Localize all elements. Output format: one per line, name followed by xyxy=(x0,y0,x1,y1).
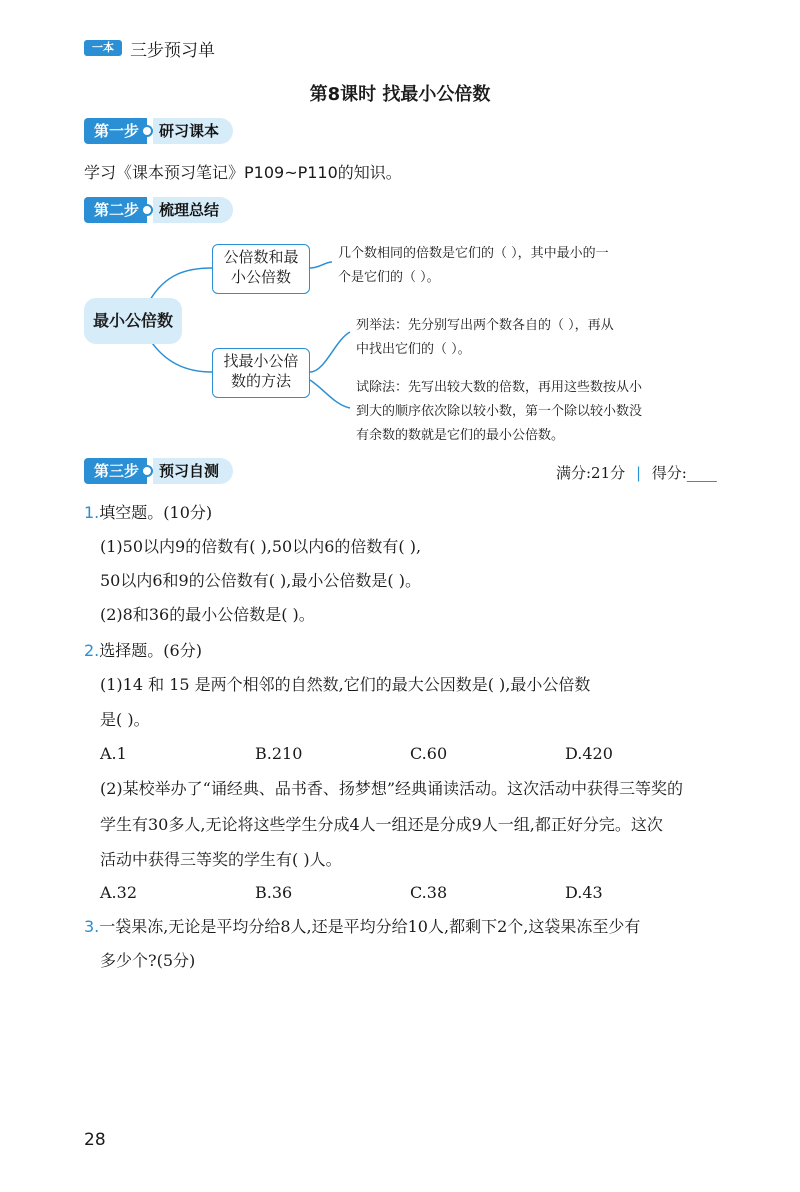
q2-line5: 活动中获得三等奖的学生有( )人。 xyxy=(100,850,342,869)
choice-c[interactable]: C.60 xyxy=(410,744,448,763)
note2-line2: 中找出它们的（ ）。 xyxy=(356,342,471,357)
note3-line1: 试除法：先写出较大数的倍数，再用这些数按从小 xyxy=(356,380,643,395)
note3-line2: 到大的顺序依次除以较小数，第一个除以较小数没 xyxy=(356,404,643,419)
q2-choices-2 xyxy=(100,883,720,902)
q2-title: 选择题。(6分) xyxy=(99,641,202,660)
q1-title: 填空题。(10分) xyxy=(99,503,213,522)
choice-d[interactable]: D.43 xyxy=(565,883,603,902)
score-area xyxy=(556,462,717,483)
q1-line2: 50以内6和9的公倍数有( ),最小公倍数是( )。 xyxy=(100,571,421,590)
box1-line2: 小公倍数 xyxy=(230,268,291,286)
step-dot-icon xyxy=(141,125,153,137)
lesson-title: 第8课时 找最小公倍数 xyxy=(309,84,491,105)
mindmap-box-common-multiple xyxy=(212,244,310,294)
q2-line4: 学生有30多人,无论将这些学生分成4人一组还是分成9人一组,都正好分完。这次 xyxy=(100,815,663,834)
step2-label: 第二步 xyxy=(84,197,147,223)
q1-line1: (1)50以内9的倍数有( ),50以内6的倍数有( ), xyxy=(100,537,422,556)
choice-d[interactable]: D.420 xyxy=(565,744,613,763)
mindmap-center: 最小公倍数 xyxy=(84,298,182,344)
note2-line1: 列举法：先分别写出两个数各自的（ ），再从 xyxy=(356,318,614,333)
page-number: 28 xyxy=(84,1130,106,1150)
note1-line1: 几个数相同的倍数是它们的（ ），其中最小的一 xyxy=(338,246,609,261)
q2-line1: (1)14 和 15 是两个相邻的自然数,它们的最大公因数是( ),最小公倍数 xyxy=(100,675,591,694)
choice-a[interactable]: A.32 xyxy=(100,883,137,902)
q2-line2: 是( )。 xyxy=(100,710,150,729)
q3-line1: 一袋果冻,无论是平均分给8人,还是平均分给10人,都剩下2个,这袋果冻至少有 xyxy=(99,917,641,936)
step1-label: 第一步 xyxy=(84,118,147,144)
q3-line1-wrap xyxy=(84,910,640,944)
choice-a[interactable]: A.1 xyxy=(100,744,127,763)
choice-b[interactable]: B.210 xyxy=(255,744,303,763)
box2-line2: 数的方法 xyxy=(230,372,291,390)
step1-text: 学习《课本预习笔记》P109~P110的知识。 xyxy=(84,163,402,182)
note-definition xyxy=(338,242,609,290)
q2-line3: (2)某校举办了“诵经典、品书香、扬梦想”经典诵读活动。这次活动中获得三等奖的 xyxy=(100,779,684,798)
score-full: 满分:21分 xyxy=(556,464,626,482)
q3-number: 3. xyxy=(84,917,100,936)
step1-name: 研习课本 xyxy=(153,118,233,144)
q2-number: 2. xyxy=(84,641,100,660)
box2-line1: 找最小公倍 xyxy=(223,352,299,370)
q1-title-line xyxy=(84,496,212,530)
q2-choices-1 xyxy=(100,744,720,763)
q1-number: 1. xyxy=(84,503,100,522)
note-division-method xyxy=(356,376,642,448)
q3-line2: 多少个?(5分) xyxy=(100,951,196,970)
q2-title-line xyxy=(84,634,202,668)
publisher-logo: 一本 xyxy=(84,40,122,56)
step-dot-icon xyxy=(141,465,153,477)
note3-line3: 有余数的数就是它们的最小公倍数。 xyxy=(356,428,565,443)
mindmap-box-methods xyxy=(212,348,310,398)
score-got: 得分:____ xyxy=(651,464,717,482)
step-dot-icon xyxy=(141,204,153,216)
note-listing-method xyxy=(356,314,614,362)
score-divider: | xyxy=(635,464,641,482)
header-title: 三步预习单 xyxy=(130,41,215,61)
box1-line1: 公倍数和最 xyxy=(223,248,299,266)
q1-line3: (2)8和36的最小公倍数是( )。 xyxy=(100,605,315,624)
step2-name: 梳理总结 xyxy=(153,197,233,223)
note1-line2: 个是它们的（ ）。 xyxy=(338,270,440,285)
choice-c[interactable]: C.38 xyxy=(410,883,448,902)
step3-banner xyxy=(84,458,233,484)
choice-b[interactable]: B.36 xyxy=(255,883,293,902)
step3-name: 预习自测 xyxy=(153,458,233,484)
step3-label: 第三步 xyxy=(84,458,147,484)
